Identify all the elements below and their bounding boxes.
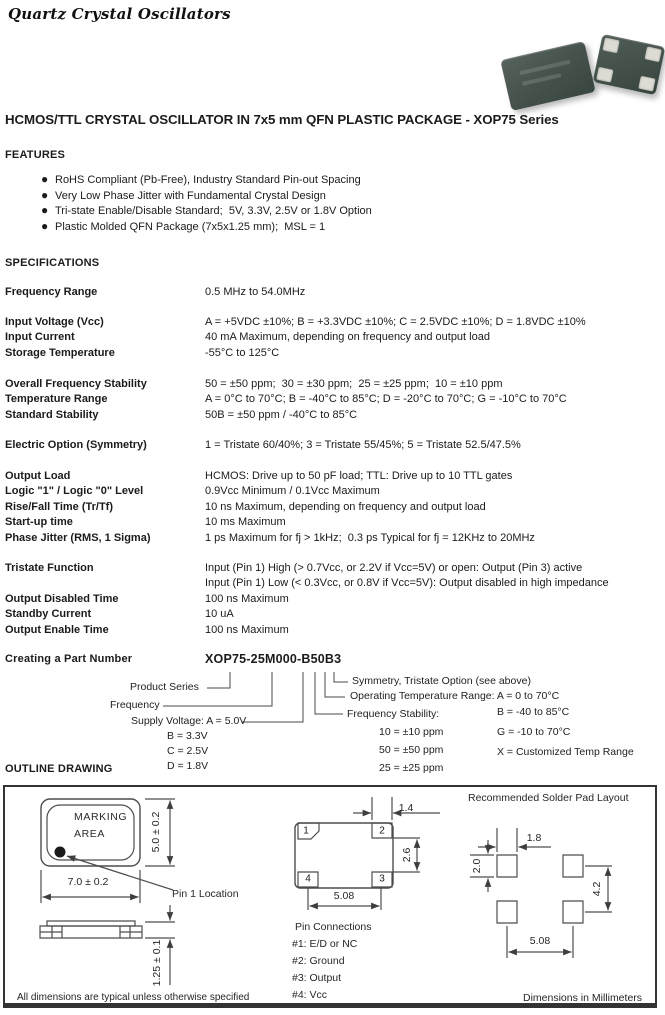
specifications-heading: SPECIFICATIONS xyxy=(5,257,100,269)
spec-label: Logic "1" / Logic "0" Level xyxy=(5,485,144,498)
spec-row xyxy=(5,330,663,345)
spec-label: Input Voltage (Vcc) xyxy=(5,316,104,328)
spec-row xyxy=(5,515,663,530)
pin-connection-item: #3: Output xyxy=(292,972,342,984)
spec-label: Frequency Range xyxy=(5,286,98,298)
callout-symmetry: Symmetry, Tristate Option (see above) xyxy=(352,675,531,687)
callout-product-series: Product Series xyxy=(130,681,199,693)
spec-value: 0.5 MHz to 54.0MHz xyxy=(205,286,306,298)
spec-row xyxy=(5,469,663,484)
spec-group xyxy=(5,377,663,423)
stability-option: 25 = ±25 ppm xyxy=(379,762,444,774)
spec-row xyxy=(5,484,663,499)
spec-row xyxy=(5,623,663,638)
supply-option: C = 2.5V xyxy=(167,745,209,757)
chip-solder-pad xyxy=(596,67,613,83)
spec-value: 40 mA Maximum, depending on frequency and output load xyxy=(205,331,490,344)
spec-value: 1 ps Maximum for fj > 1kHz; 0.3 ps Typical for fj = 12KHz to 20MHz xyxy=(205,531,535,544)
spec-row xyxy=(5,592,663,607)
features-list xyxy=(40,173,372,235)
stability-option: 50 = ±50 ppm xyxy=(379,744,444,756)
chip-marking-line xyxy=(519,60,571,76)
dimensions-note: All dimensions are typical unless otherwise specified xyxy=(17,992,250,1003)
pad-number-3: 3 xyxy=(379,873,385,885)
marking-area-label: AREA xyxy=(74,828,105,840)
chip-solder-pad xyxy=(644,46,661,62)
chip-photo-top-view xyxy=(500,41,595,111)
page-title: HCMOS/TTL CRYSTAL OSCILLATOR IN 7x5 mm QFN PLASTIC PACKAGE - XOP75 Series xyxy=(5,112,559,127)
spec-label: Phase Jitter (RMS, 1 Sigma) xyxy=(5,531,151,544)
pin-connection-item: #2: Ground xyxy=(292,955,345,967)
feature-item: ● Very Low Phase Jitter with Fundamental Crystal Design xyxy=(41,187,326,202)
callout-operating-temp: Operating Temperature Range: A = 0 to 70°C xyxy=(350,690,560,702)
chip-solder-pad xyxy=(638,76,655,92)
spec-label: Start-up time xyxy=(5,516,73,529)
dim-package-width: 7.0 ± 0.2 xyxy=(67,876,109,888)
supply-option: B = 3.3V xyxy=(167,730,208,742)
spec-label: Output Enable Time xyxy=(5,623,109,636)
spec-row xyxy=(5,561,663,576)
spec-value: 100 ns Maximum xyxy=(205,623,289,636)
dim-pad-width: 1.4 xyxy=(398,802,414,814)
spec-row xyxy=(5,500,663,515)
spec-value: 50B = ±50 ppm / -40°C to 85°C xyxy=(205,408,358,421)
dim-pad-pitch: 5.08 xyxy=(333,890,355,902)
pad-number-2: 2 xyxy=(379,825,385,837)
spec-value: A = +5VDC ±10%; B = +3.3VDC ±10%; C = 2.5VDC ±10%; D = 1.8VDC ±10% xyxy=(205,316,586,328)
bullet-icon: ● xyxy=(41,172,49,186)
callout-supply-voltage: Supply Voltage: A = 5.0V xyxy=(131,715,247,727)
spec-label: Overall Frequency Stability xyxy=(5,378,147,390)
spec-label: Electric Option (Symmetry) xyxy=(5,439,147,451)
pad-number-1: 1 xyxy=(303,825,309,837)
callout-frequency-stability: Frequency Stability: xyxy=(347,708,440,720)
temp-range-option: G = -10 to 70°C xyxy=(497,726,571,738)
spec-value: HCMOS: Drive up to 50 pF load; TTL: Drive up to 10 TTL gates xyxy=(205,470,513,482)
feature-item: ● Plastic Molded QFN Package (7x5x1.25 mm); MSL = 1 xyxy=(41,218,326,233)
dim-solder-vertical-pitch: 4.2 xyxy=(591,881,603,897)
spec-label: Output Load xyxy=(5,470,71,482)
spec-group xyxy=(5,285,663,300)
pin-connection-item: #4: Vcc xyxy=(292,989,328,1001)
spec-group xyxy=(5,438,663,453)
feature-item: ● RoHS Compliant (Pb-Free), Industry Standard Pin-out Spacing xyxy=(41,172,361,186)
feature-item: ● Tri-state Enable/Disable Standard; 5V, 3.3V, 2.5V or 1.8V Option xyxy=(41,203,372,218)
spec-label: Input Current xyxy=(5,331,75,344)
spec-row xyxy=(5,531,663,546)
bullet-icon: ● xyxy=(41,187,49,202)
spec-row xyxy=(5,392,663,407)
spec-label: Rise/Fall Time (Tr/Tf) xyxy=(5,500,113,513)
pin-connections-heading: Pin Connections xyxy=(295,921,372,933)
spec-label: Standard Stability xyxy=(5,408,99,421)
spec-label: Tristate Function xyxy=(5,562,94,574)
dim-package-thickness: 1.25 ± 0.1 xyxy=(151,939,163,987)
part-number-heading: Creating a Part Number xyxy=(5,653,133,665)
spec-group xyxy=(5,315,663,361)
pad-number-4: 4 xyxy=(305,873,311,885)
spec-label: Storage Temperature xyxy=(5,346,115,359)
features-heading: FEATURES xyxy=(5,149,66,161)
supply-option: D = 1.8V xyxy=(167,760,209,772)
spec-row xyxy=(5,576,663,591)
millimeters-note: Dimensions in Millimeters xyxy=(523,992,643,1004)
spec-value: Input (Pin 1) Low (< 0.3Vcc, or 0.8V if Vcc=5V): Output disabled in high impedance xyxy=(205,577,609,590)
marking-area-label: MARKING xyxy=(74,811,128,823)
spec-row xyxy=(5,315,663,330)
chip-marking-line xyxy=(522,73,562,86)
temp-range-option: B = -40 to 85°C xyxy=(497,706,570,718)
spec-value: 50 = ±50 ppm; 30 = ±30 ppm; 25 = ±25 ppm; 10 = ±10 ppm xyxy=(205,378,503,390)
dim-solder-pad-width: 1.8 xyxy=(526,832,542,844)
outline-drawing-heading: OUTLINE DRAWING xyxy=(5,763,113,775)
chip-photo-bottom-view xyxy=(593,34,665,95)
spec-value: 0.9Vcc Minimum / 0.1Vcc Maximum xyxy=(205,485,380,498)
chip-solder-pad xyxy=(602,37,619,53)
pin1-location-label: Pin 1 Location xyxy=(172,888,239,900)
spec-row xyxy=(5,346,663,361)
temp-range-option: X = Customized Temp Range xyxy=(497,746,634,758)
spec-row xyxy=(5,408,663,423)
spec-label xyxy=(5,576,205,591)
solder-pad-layout-heading: Recommended Solder Pad Layout xyxy=(468,792,629,804)
spec-value: 10 ns Maximum, depending on frequency and output load xyxy=(205,500,486,513)
pin-connection-item: #1: E/D or NC xyxy=(292,938,358,950)
part-number-example: XOP75-25M000-B50B3 xyxy=(205,652,342,666)
bullet-icon: ● xyxy=(41,203,49,218)
spec-label: Temperature Range xyxy=(5,393,108,406)
spec-value: 100 ns Maximum xyxy=(205,593,289,605)
spec-row xyxy=(5,438,663,453)
spec-value: 10 ms Maximum xyxy=(205,516,286,529)
spec-value: -55°C to 125°C xyxy=(205,346,280,359)
spec-value: 10 uA xyxy=(205,608,234,621)
bullet-icon: ● xyxy=(41,218,49,233)
spec-row xyxy=(5,377,663,392)
spec-label: Standby Current xyxy=(5,608,92,621)
dim-solder-horizontal-pitch: 5.08 xyxy=(529,935,551,947)
spec-group xyxy=(5,592,663,638)
callout-frequency: Frequency xyxy=(110,699,160,711)
spec-value: A = 0°C to 70°C; B = -40°C to 85°C; D = -20°C to 70°C; G = -10°C to 70°C xyxy=(205,393,567,406)
spec-value: 1 = Tristate 60/40%; 3 = Tristate 55/45%; 5 = Tristate 52.5/47.5% xyxy=(205,439,521,451)
doc-brand: Quartz Crystal Oscillators xyxy=(8,5,231,23)
stability-option: 10 = ±10 ppm xyxy=(379,726,444,738)
dim-package-height: 5.0 ± 0.2 xyxy=(150,811,162,853)
spec-value: Input (Pin 1) High (> 0.7Vcc, or 2.2V if Vcc=5V) or open: Output (Pin 3) active xyxy=(205,562,583,574)
spec-label: Output Disabled Time xyxy=(5,593,119,605)
spec-group xyxy=(5,561,663,592)
spec-group xyxy=(5,469,663,546)
spec-row xyxy=(5,285,663,300)
dim-pad-row-gap: 2.6 xyxy=(401,847,413,863)
spec-row xyxy=(5,607,663,622)
dim-solder-pad-height: 2.0 xyxy=(471,858,483,874)
